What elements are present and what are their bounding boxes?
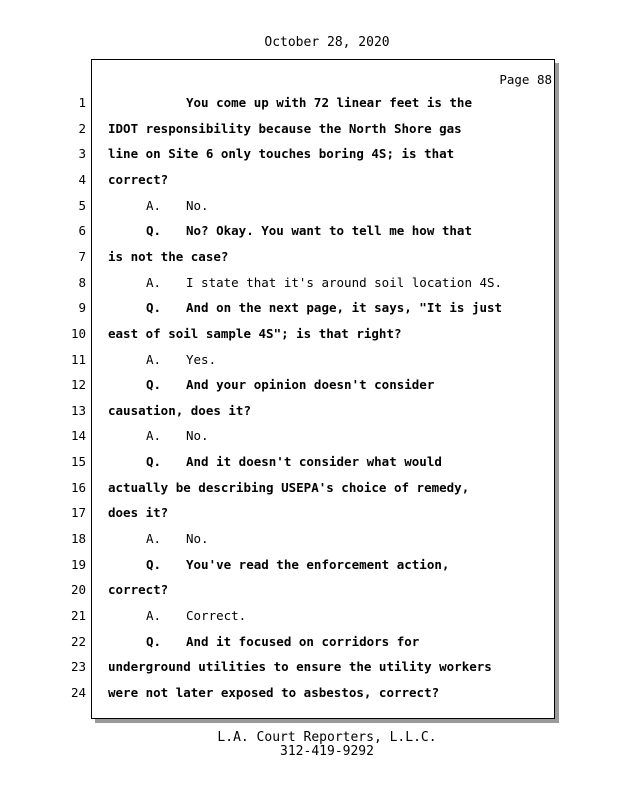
line-number: 11 <box>70 351 86 367</box>
footer-phone: 312-419-9292 <box>280 744 374 759</box>
line-text: line on Site 6 only touches boring 4S; is that <box>108 146 455 162</box>
transcript-line <box>0 504 618 522</box>
answer-label: A. <box>146 197 162 213</box>
answer-text: Correct. <box>186 608 247 623</box>
question-label: Q. <box>146 223 162 239</box>
line-number: 10 <box>70 325 86 341</box>
transcript-line <box>0 453 618 471</box>
question-label: Q. <box>146 377 162 393</box>
transcript-line <box>0 248 618 266</box>
transcript-line <box>0 299 618 317</box>
question-text: And on the next page, it says, "It is just <box>186 300 503 316</box>
line-number: 7 <box>78 248 86 264</box>
answer-label: A. <box>146 428 162 444</box>
line-number: 13 <box>70 402 86 418</box>
question-label: Q. <box>146 633 162 649</box>
transcript-line <box>0 607 618 625</box>
question-text: And your opinion doesn't consider <box>186 377 435 393</box>
page-number: Page 88 <box>499 72 552 87</box>
line-text: is not the case? <box>108 248 229 264</box>
line-number: 15 <box>70 454 86 470</box>
transcript-line <box>0 402 618 420</box>
line-text: does it? <box>108 505 169 521</box>
answer-text: No. <box>186 197 209 213</box>
question-text: No? Okay. You want to tell me how that <box>186 223 472 239</box>
transcript-date: October 28, 2020 <box>264 35 390 50</box>
line-text: were not later exposed to asbestos, correct? <box>108 684 440 700</box>
line-text: causation, does it? <box>108 402 251 418</box>
footer <box>0 731 618 759</box>
line-number: 3 <box>78 146 86 162</box>
line-number: 20 <box>70 582 86 598</box>
answer-label: A. <box>146 608 162 623</box>
line-number: 1 <box>78 95 86 110</box>
line-number: 18 <box>70 531 86 547</box>
answer-text: No. <box>186 531 209 547</box>
answer-text: Yes. <box>186 351 217 367</box>
line-text: east of soil sample 4S"; is that right? <box>108 325 402 341</box>
transcript-line <box>0 376 618 394</box>
answer-label: A. <box>146 531 162 547</box>
line-number: 6 <box>78 223 86 239</box>
line-text: correct? <box>108 582 169 598</box>
transcript-line <box>0 120 618 138</box>
line-number: 8 <box>78 274 86 290</box>
footer-company: L.A. Court Reporters, L.L.C. <box>217 730 437 745</box>
question-text: You've read the enforcement action, <box>186 556 450 572</box>
line-number: 24 <box>70 684 86 700</box>
question-text: And it focused on corridors for <box>186 633 420 649</box>
question-label: Q. <box>146 300 162 316</box>
answer-label: A. <box>146 351 162 367</box>
transcript-line <box>0 351 618 369</box>
line-number: 14 <box>70 428 86 444</box>
transcript-line <box>0 171 618 189</box>
transcript-line <box>0 658 618 676</box>
line-number: 17 <box>70 505 86 521</box>
transcript-line <box>0 556 618 574</box>
transcript-line <box>0 325 618 343</box>
transcript-line <box>0 530 618 548</box>
transcript-line <box>0 145 618 163</box>
transcript-line <box>0 427 618 445</box>
line-number: 12 <box>70 377 86 393</box>
line-number: 9 <box>78 300 86 316</box>
answer-text: I state that it's around soil location 4S. <box>186 274 503 290</box>
line-number: 2 <box>78 120 86 136</box>
line-number: 5 <box>78 197 86 213</box>
answer-text: No. <box>186 428 209 444</box>
line-number: 22 <box>70 633 86 649</box>
transcript-line <box>0 197 618 215</box>
answer-label: A. <box>146 274 162 290</box>
line-text: actually be describing USEPA's choice of remedy, <box>108 479 470 495</box>
transcript-line <box>0 633 618 651</box>
transcript-line <box>0 581 618 599</box>
line-text: underground utilities to ensure the utility workers <box>108 659 492 675</box>
transcript-line <box>0 479 618 497</box>
line-number: 23 <box>70 659 86 675</box>
transcript-line <box>0 94 618 112</box>
question-text: And it doesn't consider what would <box>186 454 442 470</box>
line-number: 16 <box>70 479 86 495</box>
transcript-line <box>0 274 618 292</box>
question-label: Q. <box>146 454 162 470</box>
line-number: 21 <box>70 608 86 623</box>
line-text: correct? <box>108 171 169 187</box>
transcript-line <box>0 222 618 240</box>
line-text: You come up with 72 linear feet is the <box>186 95 472 110</box>
line-text: IDOT responsibility because the North Shore gas <box>108 120 462 136</box>
line-number: 4 <box>78 171 86 187</box>
question-label: Q. <box>146 556 162 572</box>
line-number: 19 <box>70 556 86 572</box>
transcript-line <box>0 684 618 702</box>
